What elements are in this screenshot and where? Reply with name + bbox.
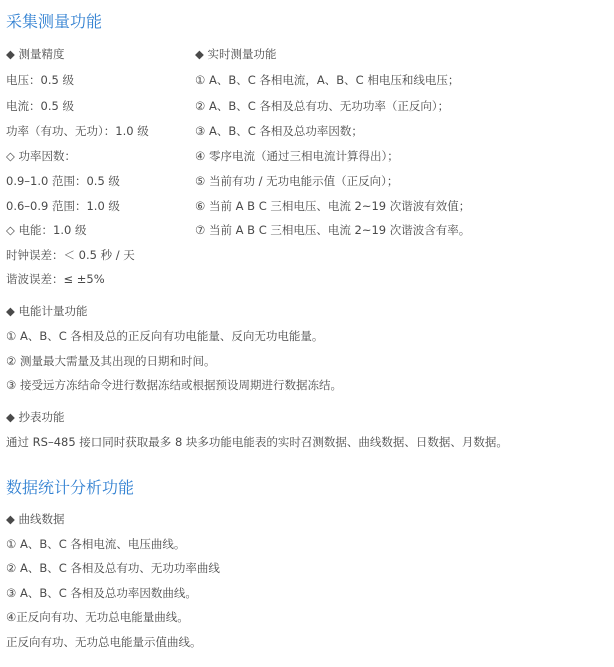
curve-line: ④正反向有功、无功总电能量曲线。 xyxy=(6,610,189,624)
right-col-line: ◆ 实时测量功能 xyxy=(195,47,277,61)
left-col-line: 功率（有功、无功）：1.0 级 xyxy=(6,124,149,138)
right-col-line: ② A、B、C 各相及总有功、无功功率（正反向）； xyxy=(195,99,450,113)
curve-line: ① A、B、C 各相电流、电压曲线。 xyxy=(6,537,186,551)
curve-line: ② A、B、C 各相及总有功、无功功率曲线 xyxy=(6,561,220,575)
meter-read-line: ◆ 抄表功能 xyxy=(6,410,65,424)
energy-line: ② 测量最大需量及其出现的日期和时间。 xyxy=(6,354,216,368)
right-col-line: ⑦ 当前 A B C 三相电压、电流 2~19 次谐波含有率。 xyxy=(195,223,471,237)
curve-line: 正反向有功、无功总电能量示值曲线。 xyxy=(6,635,202,649)
left-col-line: ◆ 测量精度 xyxy=(6,47,65,61)
left-col-line: 时钟误差：＜ 0.5 秒 / 天 xyxy=(6,248,135,262)
right-col-line: ③ A、B、C 各相及总功率因数； xyxy=(195,124,363,138)
left-col-line: 电流：0.5 级 xyxy=(6,99,74,113)
energy-line: ③ 接受远方冻结命令进行数据冻结或根据预设周期进行数据冻结。 xyxy=(6,378,342,392)
curve-line: ◆ 曲线数据 xyxy=(6,512,65,526)
left-col-line: ◇ 电能：1.0 级 xyxy=(6,223,87,237)
curve-line: ③ A、B、C 各相及总功率因数曲线。 xyxy=(6,586,197,600)
left-col-line: 电压：0.5 级 xyxy=(6,73,74,87)
right-col-line: ⑤ 当前有功 / 无功电能示值（正反向）； xyxy=(195,174,399,188)
section-title-statistics: 数据统计分析功能 xyxy=(6,478,135,497)
section-title-collection: 采集测量功能 xyxy=(6,12,103,31)
right-col-line: ④ 零序电流（通过三相电流计算得出）； xyxy=(195,149,399,163)
left-col-line: 0.6–0.9 范围：1.0 级 xyxy=(6,199,120,213)
meter-read-line: 通过 RS–485 接口同时获取最多 8 块多功能电能表的实时召测数据、曲线数据、日数据、月数据。 xyxy=(6,435,508,449)
left-col-line: 谐波误差：≤ ±5% xyxy=(6,272,105,286)
energy-line: ◆ 电能计量功能 xyxy=(6,304,88,318)
right-col-line: ① A、B、C 各相电流，A、B、C 相电压和线电压； xyxy=(195,73,460,87)
right-col-line: ⑥ 当前 A B C 三相电压、电流 2~19 次谐波有效值； xyxy=(195,199,471,213)
left-col-line: 0.9–1.0 范围：0.5 级 xyxy=(6,174,120,188)
left-col-line: ◇ 功率因数： xyxy=(6,149,76,163)
energy-line: ① A、B、C 各相及总的正反向有功电能量、反向无功电能量。 xyxy=(6,329,324,343)
